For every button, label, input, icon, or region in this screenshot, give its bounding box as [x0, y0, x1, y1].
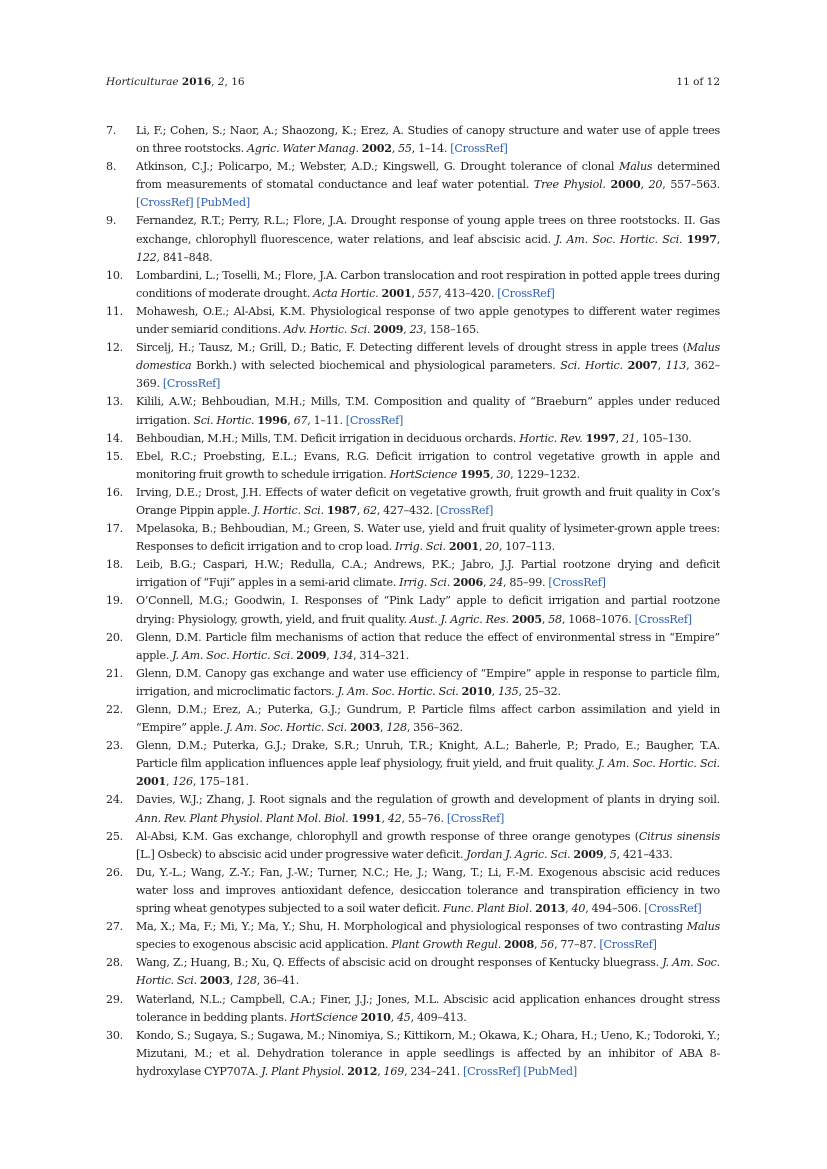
- crossref-link[interactable]: [CrossRef]: [162, 377, 221, 391]
- citation-italic: Plant Growth Regul.: [391, 938, 502, 952]
- reference-number: 24.: [106, 793, 123, 807]
- citation-text: ,: [287, 413, 294, 427]
- citation-text: , 356–362.: [406, 721, 463, 735]
- citation-italic: Acta Hortic.: [313, 286, 379, 300]
- citation-text: ,: [640, 178, 649, 192]
- citation-text: ,: [491, 684, 498, 698]
- reference-number: 10.: [106, 268, 123, 282]
- citation-italic: 62: [363, 503, 377, 517]
- citation-text: Kilili, A.W.; Behboudian, M.H.; Mills, T.M. Composition and quality of “Braeburn” apples under reduced irrigation.: [136, 395, 720, 427]
- reference-item: [106, 448, 720, 484]
- citation-year: 2001: [136, 775, 166, 789]
- citation-year: 2002: [361, 142, 392, 156]
- citation-italic: Citrus sinensis: [638, 829, 721, 843]
- citation-text: , 314–321.: [353, 648, 410, 662]
- citation-italic: Func. Plant Biol.: [443, 902, 533, 916]
- citation-year: 1991: [351, 811, 382, 825]
- citation-text: ,: [381, 811, 388, 825]
- crossref-link[interactable]: [CrossRef]: [548, 576, 606, 590]
- citation-text: ,: [716, 232, 721, 246]
- citation-italic: 58: [548, 612, 562, 626]
- citation-italic: Adv. Hortic. Sci.: [283, 323, 371, 337]
- citation-text: ,: [403, 323, 410, 337]
- citation-text: , 234–241.: [404, 1064, 464, 1078]
- citation-italic: 40: [571, 902, 586, 916]
- reference-item: [106, 701, 720, 737]
- citation-text: ,: [490, 467, 497, 481]
- reference-number: 19.: [106, 594, 123, 608]
- reference-number: 28.: [106, 956, 123, 970]
- reference-item: [106, 122, 720, 158]
- citation-year: 2009: [373, 323, 404, 337]
- citation-text: ,: [391, 142, 399, 156]
- citation-year: 2000: [610, 178, 641, 192]
- reference-number: 9.: [106, 214, 117, 228]
- citation-text: , 557–563.: [662, 178, 720, 192]
- article-number: 16: [231, 76, 245, 88]
- citation-italic: 128: [386, 721, 407, 735]
- citation-italic: 23: [409, 323, 424, 337]
- reference-item: [106, 954, 720, 990]
- citation-text: Glenn, D.M.; Puterka, G.J.; Drake, S.R.; Unruh, T.R.; Knight, A.L.; Baherle, P.; Prado, E.; Baugher, T.A. Particle film application influences apple leaf physiology, fruit yield, and fruit quality.: [136, 739, 720, 771]
- citation-italic: Hortic. Rev.: [519, 431, 583, 445]
- citation-italic: 128: [236, 974, 257, 988]
- citation-year: 1996: [257, 413, 288, 427]
- citation-text: , 494–506.: [585, 902, 645, 916]
- citation-text: ,: [541, 612, 549, 626]
- reference-number: 20.: [106, 630, 123, 644]
- crossref-link[interactable]: [CrossRef]: [599, 938, 657, 952]
- citation-italic: 135: [497, 684, 519, 698]
- citation-text: , 413–420.: [438, 286, 498, 300]
- citation-italic: Aust. J. Agric. Res.: [409, 612, 509, 626]
- citation-italic: 20: [485, 540, 499, 554]
- citation-text: Leib, B.G.; Caspari, H.W.; Redulla, C.A.; Andrews, P.K.; Jabro, J.J. Partial rootzone drying and deficit irrigation of “Fuji” apples in a semi-arid climate.: [136, 558, 720, 590]
- reference-number: 14.: [106, 431, 123, 445]
- citation-year: 2010: [461, 684, 492, 698]
- citation-text: O’Connell, M.G.; Goodwin, I. Responses of “Pink Lady” apple to deficit irrigation and partial rootzone drying: Physiology, growth, yield, and fruit quality.: [136, 594, 720, 626]
- citation-italic: 45: [396, 1010, 411, 1024]
- citation-italic: 67: [293, 413, 308, 427]
- citation-text: Atkinson, C.J.; Policarpo, M.; Webster, A.D.; Kingswell, G. Drought tolerance of clonal: [136, 160, 620, 174]
- citation-italic: 30: [496, 467, 511, 481]
- citation-text: , 1068–1076.: [561, 612, 635, 626]
- citation-italic: Agric. Water Manag.: [247, 142, 359, 156]
- citation-year: 2009: [296, 648, 327, 662]
- citation-year: 2006: [453, 576, 484, 590]
- citation-text: , 85–99.: [503, 576, 549, 590]
- citation-text: , 175–181.: [192, 775, 249, 789]
- crossref-link[interactable]: [CrossRef]: [450, 142, 508, 156]
- citation-text: Waterland, N.L.; Campbell, C.A.; Finer, J.J.; Jones, M.L. Abscisic acid application enhances drought stress tolerance in bedding plants.: [136, 992, 720, 1024]
- citation-text: , 421–433.: [616, 847, 673, 861]
- citation-italic: Malus: [619, 160, 653, 174]
- citation-italic: 21: [621, 431, 636, 445]
- citation-italic: J. Am. Soc. Hortic. Sci.: [555, 232, 683, 246]
- citation-italic: 557: [417, 286, 439, 300]
- citation-italic: J. Am. Soc. Hortic. Sci.: [597, 757, 720, 771]
- reference-item: [106, 556, 720, 592]
- citation-year: 2012: [347, 1064, 378, 1078]
- crossref-link[interactable]: [CrossRef]: [446, 811, 505, 825]
- citation-italic: 24: [489, 576, 504, 590]
- citation-italic: Sci. Hortic.: [560, 359, 623, 373]
- citation-text: Ebel, R.C.; Proebsting, E.L.; Evans, R.G. Deficit irrigation to control vegetative growth in apple and monitoring fruit growth to schedule irrigation.: [136, 449, 720, 481]
- citation-year: 2009: [573, 847, 604, 861]
- journal-volume: 2: [217, 76, 225, 88]
- crossref-link[interactable]: [CrossRef]: [345, 413, 404, 427]
- citation-text: Al-Absi, K.M. Gas exchange, chlorophyll and growth response of three orange genotypes (: [136, 829, 639, 843]
- citation-text: , 77–87.: [554, 938, 600, 952]
- citation-italic: Tree Physiol.: [533, 178, 606, 192]
- reference-item: [106, 629, 720, 665]
- citation-text: , 36–41.: [256, 974, 300, 988]
- reference-item: [106, 737, 720, 791]
- reference-number: 23.: [106, 739, 123, 753]
- citation-text: , 107–113.: [498, 540, 555, 554]
- reference-item: [106, 393, 720, 429]
- reference-item: [106, 1027, 720, 1081]
- reference-number: 21.: [106, 666, 123, 680]
- reference-number: 29.: [106, 992, 123, 1006]
- reference-item: [106, 918, 720, 954]
- citation-text: ,: [615, 431, 622, 445]
- citation-text: Kondo, S.; Sugaya, S.; Sugawa, M.; Ninomiya, S.; Kittikorn, M.; Okawa, K.; Ohara, H.; Ueno, K.; Todoroki, Y.; Mizutani, M.; et al. Dehydration tolerance in apple seedlings is affected by an inhibitor of ABA 8-hydroxylase CYP707A.: [136, 1028, 720, 1078]
- citation-year: 2010: [360, 1010, 391, 1024]
- reference-number: 26.: [106, 865, 123, 879]
- reference-item: [106, 665, 720, 701]
- citation-year: 1995: [460, 467, 491, 481]
- reference-item: [106, 303, 720, 339]
- citation-year: 2008: [504, 938, 535, 952]
- citation-italic: 134: [332, 648, 354, 662]
- citation-text: ,: [380, 721, 387, 735]
- citation-text: ,: [657, 359, 666, 373]
- citation-text: Mohawesh, O.E.; Al-Absi, K.M. Physiological response of two apple genotypes to different water regimes under semiarid conditions.: [136, 304, 720, 337]
- page-header: [106, 76, 720, 92]
- crossref-link[interactable]: [CrossRef]: [136, 196, 194, 210]
- citation-italic: J. Am. Soc. Hortic. Sci.: [136, 956, 720, 988]
- reference-item: [106, 158, 720, 212]
- citation-year: 2001: [381, 286, 412, 300]
- citation-text: Du, Y.-L.; Wang, Z.-Y.; Fan, J.-W.; Turner, N.C.; He, J.; Wang, T.; Li, F.-M. Exogenous abscisic acid reduces water loss and improves antioxidant defence, desiccation tolerance and transpiration efficiency in two spring wheat genotypes subjected to a soil water deficit.: [136, 865, 720, 916]
- citation-text: , 1–11.: [307, 413, 346, 427]
- citation-text: Mpelasoka, B.; Behboudian, M.; Green, S. Water use, yield and fruit quality of lysimeter-grown apple trees: Responses to deficit irrigation and to crop load.: [136, 522, 720, 554]
- citation-italic: Irrig. Sci.: [395, 540, 446, 554]
- citation-text: , 105–130.: [635, 431, 692, 445]
- citation-italic: 126: [172, 775, 193, 789]
- citation-text: ,: [229, 974, 237, 988]
- citation-text: species to exogenous abscisic acid application.: [136, 938, 392, 952]
- citation-text: , 362–369.: [136, 359, 720, 391]
- reference-item: [106, 520, 720, 556]
- crossref-link[interactable]: [CrossRef]: [644, 902, 702, 916]
- citation-text: ,: [483, 576, 490, 590]
- citation-year: 1997: [686, 232, 717, 246]
- citation-year: 2005: [511, 612, 542, 626]
- citation-text: ,: [478, 540, 486, 554]
- reference-item: [106, 828, 720, 864]
- citation-italic: 55: [398, 142, 412, 156]
- citation-text: ,: [534, 938, 541, 952]
- citation-text: Behboudian, M.H.; Mills, T.M. Deficit irrigation in deciduous orchards.: [136, 431, 520, 445]
- citation-text: ,: [565, 902, 572, 916]
- citation-italic: Sci. Hortic.: [193, 413, 255, 427]
- citation-text: , 427–432.: [376, 503, 436, 517]
- page-number: 11 of 12: [676, 76, 720, 88]
- citation-italic: Ann. Rev. Plant Physiol. Plant Mol. Biol.: [136, 811, 349, 825]
- citation-year: 2001: [448, 540, 479, 554]
- reference-item: [106, 430, 720, 448]
- citation-text: Glenn, D.M. Canopy gas exchange and water use efficiency of “Empire” apple in response to particle film, irrigation, and microclimatic factors.: [136, 666, 720, 698]
- citation-italic: J. Plant Physiol.: [261, 1064, 345, 1078]
- citation-italic: 20: [648, 178, 663, 192]
- citation-text: ,: [603, 847, 610, 861]
- citation-text: Glenn, D.M. Particle film mechanisms of action that reduce the effect of environmental stress in “Empire” apple.: [136, 630, 720, 662]
- citation-text: Irving, D.E.; Drost, J.H. Effects of water deficit on vegetative growth, fruit growth and fruit quality in Cox’s Orange Pippin apple.: [136, 485, 720, 517]
- citation-italic: J. Am. Soc. Hortic. Sci.: [225, 721, 347, 735]
- citation-text: Davies, W.J.; Zhang, J. Root signals and the regulation of growth and development of plants in drying soil.: [136, 793, 720, 807]
- reference-number: 15.: [106, 449, 123, 463]
- crossref-link[interactable]: [CrossRef]: [497, 286, 555, 300]
- citation-text: ,: [166, 775, 173, 789]
- citation-text: Lombardini, L.; Toselli, M.; Flore, J.A. Carbon translocation and root respiration in potted apple trees during conditions of moderate drought.: [136, 268, 720, 300]
- reference-item: [106, 267, 720, 303]
- citation-italic: J. Am. Soc. Hortic. Sci.: [172, 648, 294, 662]
- citation-text: Li, F.; Cohen, S.; Naor, A.; Shaozong, K.; Erez, A. Studies of canopy structure and water use of apple trees on three rootstocks.: [136, 124, 720, 156]
- citation-text: , 1229–1232.: [510, 467, 580, 481]
- reference-item: [106, 212, 720, 266]
- citation-text: Wang, Z.; Huang, B.; Xu, Q. Effects of abscisic acid on drought responses of Kentucky bluegrass.: [136, 956, 663, 970]
- reference-number: 7.: [106, 124, 117, 137]
- citation-italic: 56: [540, 938, 555, 952]
- citation-italic: HortScience: [290, 1010, 358, 1024]
- reference-number: 25.: [106, 829, 123, 843]
- crossref-link[interactable]: [CrossRef]: [634, 612, 692, 626]
- citation-year: 1987: [326, 503, 357, 517]
- citation-italic: HortScience: [389, 467, 458, 481]
- crossref-link[interactable]: [CrossRef]: [435, 503, 494, 517]
- citation-italic: 42: [387, 811, 402, 825]
- citation-text: Borkh.) with selected biochemical and physiological parameters.: [191, 359, 561, 373]
- citation-italic: 169: [383, 1064, 405, 1078]
- citation-text: ,: [326, 648, 333, 662]
- citation-text: Sircelj, H.; Tausz, M.; Grill, D.; Batic, F. Detecting different levels of drought stress in apple trees (: [136, 341, 687, 355]
- reference-number: 18.: [106, 558, 123, 572]
- crossref-link[interactable]: [CrossRef]: [463, 1064, 521, 1078]
- citation-italic: J. Hortic. Sci.: [253, 503, 324, 517]
- citation-year: 1997: [585, 431, 616, 445]
- reference-number: 30.: [106, 1028, 123, 1042]
- citation-text: , 55–76.: [401, 811, 447, 825]
- citation-year: 2007: [627, 359, 658, 373]
- reference-number: 12.: [106, 341, 123, 355]
- citation-italic: Irrig. Sci.: [399, 576, 451, 590]
- journal-citation: Horticulturae 2016, 2, 16: [106, 76, 245, 88]
- citation-italic: Malus domestica: [136, 341, 720, 373]
- citation-italic: 5: [609, 847, 617, 861]
- reference-list: [106, 122, 720, 1081]
- reference-item: [106, 991, 720, 1027]
- citation-text: , 1–14.: [411, 142, 451, 156]
- reference-number: 22.: [106, 703, 123, 716]
- citation-text: , 409–413.: [410, 1010, 467, 1024]
- reference-number: 17.: [106, 522, 123, 536]
- citation-text: ,: [377, 1064, 384, 1078]
- reference-item: [106, 791, 720, 827]
- pubmed-link[interactable]: [PubMed]: [196, 196, 250, 210]
- citation-year: 2003: [199, 974, 230, 988]
- reference-number: 8.: [106, 160, 117, 174]
- citation-year: 2003: [350, 721, 380, 735]
- citation-text: Glenn, D.M.; Erez, A.; Puterka, G.J.; Gundrum, P. Particle films affect carbon assimilation and yield in “Empire” apple.: [136, 703, 720, 735]
- citation-text: ,: [411, 286, 418, 300]
- citation-text: , 158–165.: [423, 323, 480, 337]
- journal-name: Horticulturae: [106, 76, 179, 88]
- reference-number: 16.: [106, 485, 123, 499]
- reference-number: 11.: [106, 304, 123, 318]
- citation-text: Ma, X.; Ma, F.; Mi, Y.; Ma, Y.; Shu, H. Morphological and physiological responses of two contrasting: [136, 920, 687, 934]
- citation-text: [L.] Osbeck) to abscisic acid under progressive water deficit.: [136, 847, 467, 861]
- citation-text: , 841–848.: [156, 250, 213, 264]
- reference-item: [106, 339, 720, 393]
- citation-year: 2013: [535, 902, 566, 916]
- citation-italic: 113: [665, 359, 687, 373]
- reference-number: 27.: [106, 920, 123, 934]
- citation-text: Fernandez, R.T.; Perry, R.L.; Flore, J.A. Drought response of young apple trees on three rootstocks. II. Gas exchange, chlorophyll fluorescence, water relations, and leaf abscisic acid.: [136, 214, 720, 246]
- reference-number: 13.: [106, 395, 123, 409]
- reference-item: [106, 592, 720, 628]
- reference-item: [106, 484, 720, 520]
- citation-text: ,: [390, 1010, 397, 1024]
- citation-italic: Jordan J. Agric. Sci.: [466, 847, 571, 861]
- citation-text: ,: [356, 503, 364, 517]
- journal-year: 2016: [181, 76, 212, 88]
- citation-italic: 122: [136, 250, 157, 264]
- citation-italic: J. Am. Soc. Hortic. Sci.: [337, 684, 459, 698]
- reference-item: [106, 864, 720, 918]
- citation-text: , 25–32.: [518, 684, 561, 698]
- citation-italic: Malus: [686, 920, 720, 934]
- citation-text: determined from measurements of stomatal conductance and leaf water potential.: [136, 160, 720, 192]
- pubmed-link[interactable]: [PubMed]: [523, 1064, 578, 1078]
